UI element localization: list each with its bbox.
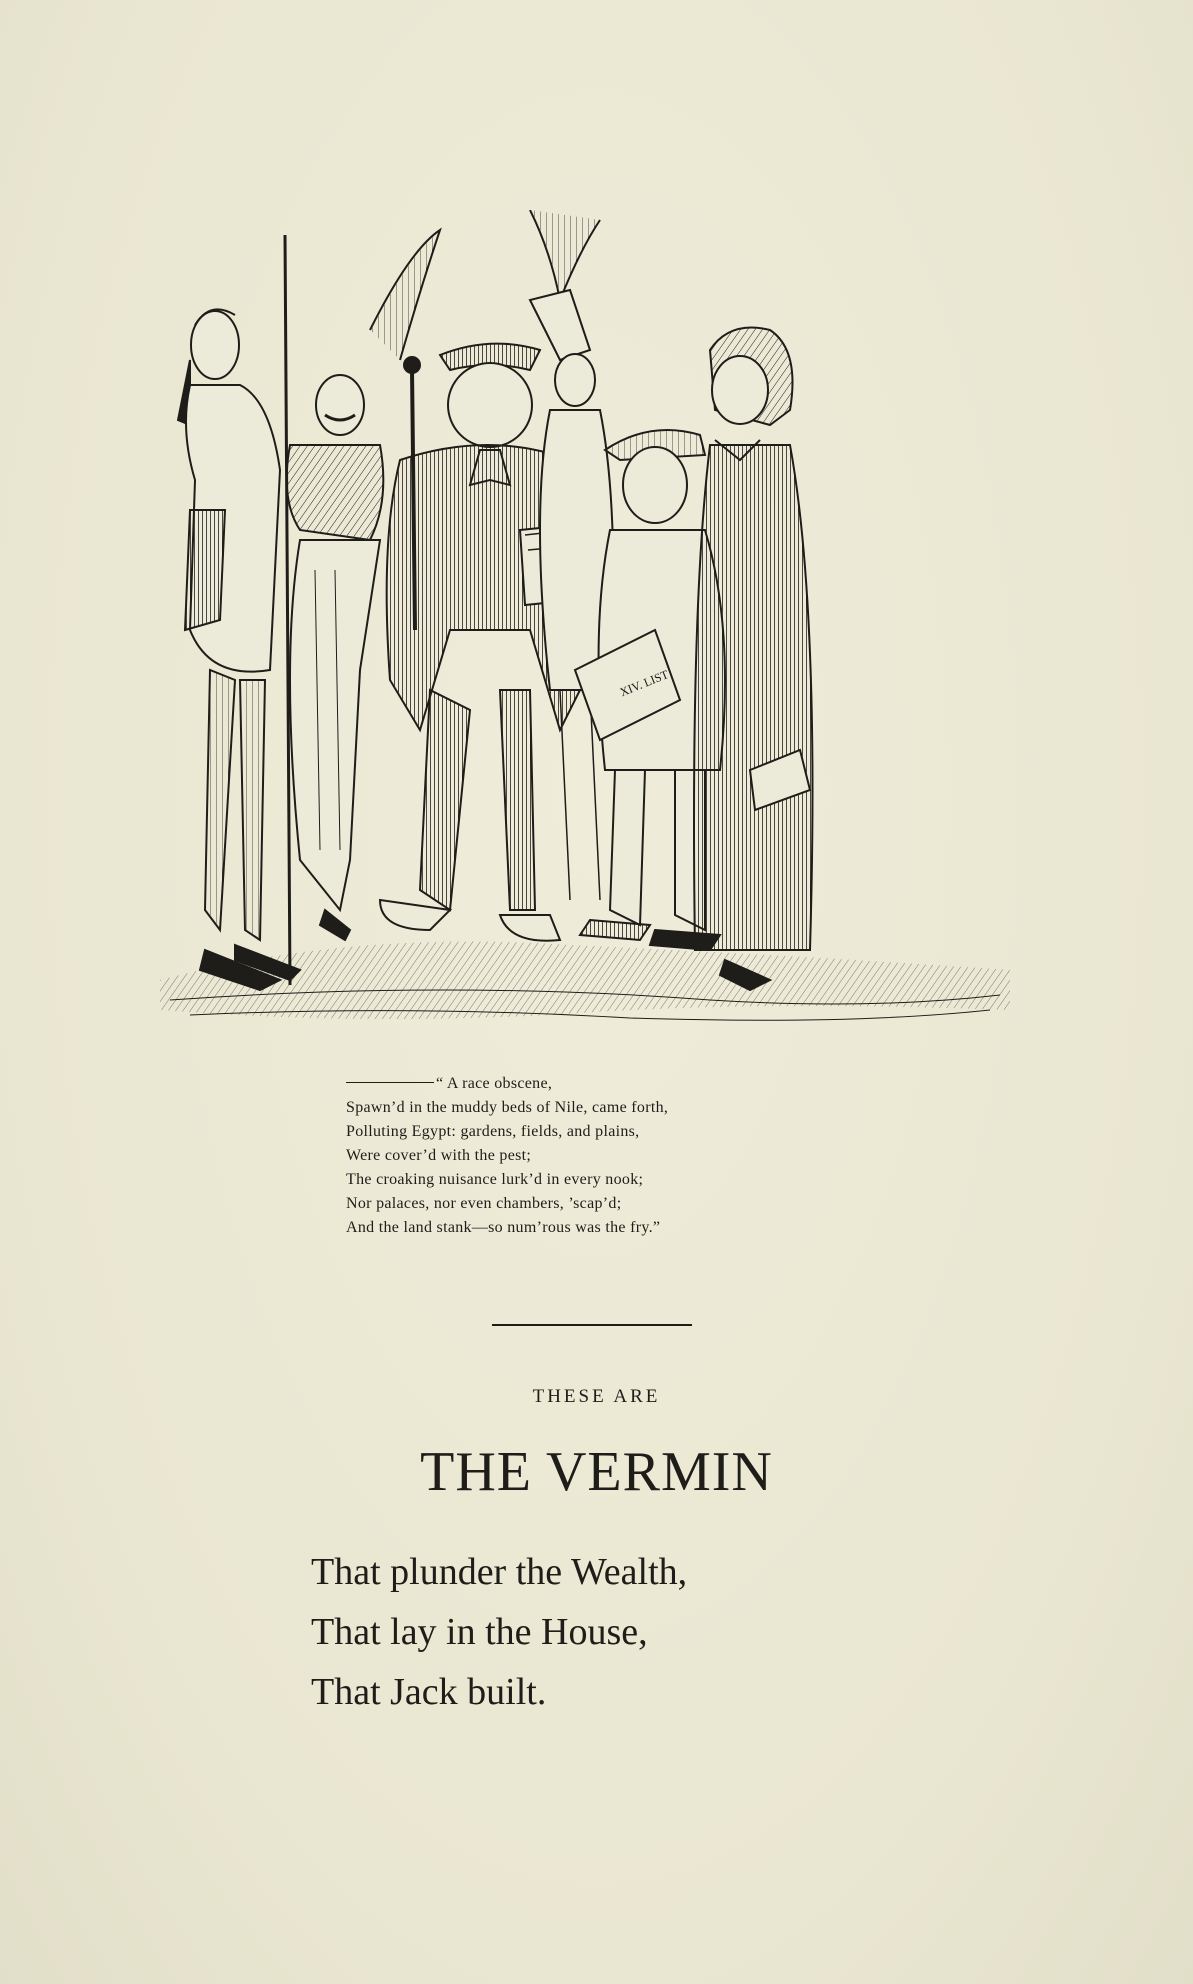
- verse-line: That plunder the Wealth,: [311, 1551, 688, 1593]
- epigraph-quotation: [346, 1072, 846, 1240]
- figure-plumed-officer: [530, 210, 613, 900]
- epigraph-line: The croaking nuisance lurk’d in every nook;: [346, 1171, 644, 1188]
- verse-line: That lay in the House,: [311, 1611, 648, 1653]
- verse-block: [311, 1542, 687, 1722]
- epigraph-line: Nor palaces, nor even chambers, ’scap’d;: [346, 1195, 622, 1212]
- epigraph-line: [346, 1072, 846, 1096]
- epigraph-line: Spawn’d in the muddy beds of Nile, came forth,: [346, 1099, 669, 1116]
- engraving-illustration: [150, 210, 1020, 1030]
- tax-list-label: XIV. LIST: [617, 667, 671, 700]
- epigraph-line: Polluting Egypt: gardens, fields, and plains,: [346, 1123, 640, 1140]
- figure-barrister-in-wig: [694, 328, 813, 991]
- verse-line: That Jack built.: [311, 1671, 547, 1713]
- subheading: THESE ARE: [532, 1386, 661, 1407]
- epigraph-line: Were cover’d with the pest;: [346, 1147, 532, 1164]
- page-title: THE VERMIN: [420, 1441, 773, 1503]
- figure-courtier-with-staff: [178, 235, 300, 990]
- epigraph-line-text: “ A race obscene,: [436, 1075, 553, 1092]
- epigraph-line: And the land stank—so num’rous was the fry.”: [346, 1219, 661, 1236]
- section-divider-rule: [492, 1324, 692, 1326]
- quotation-dash: [346, 1082, 434, 1083]
- ground-shading: [160, 942, 1010, 1021]
